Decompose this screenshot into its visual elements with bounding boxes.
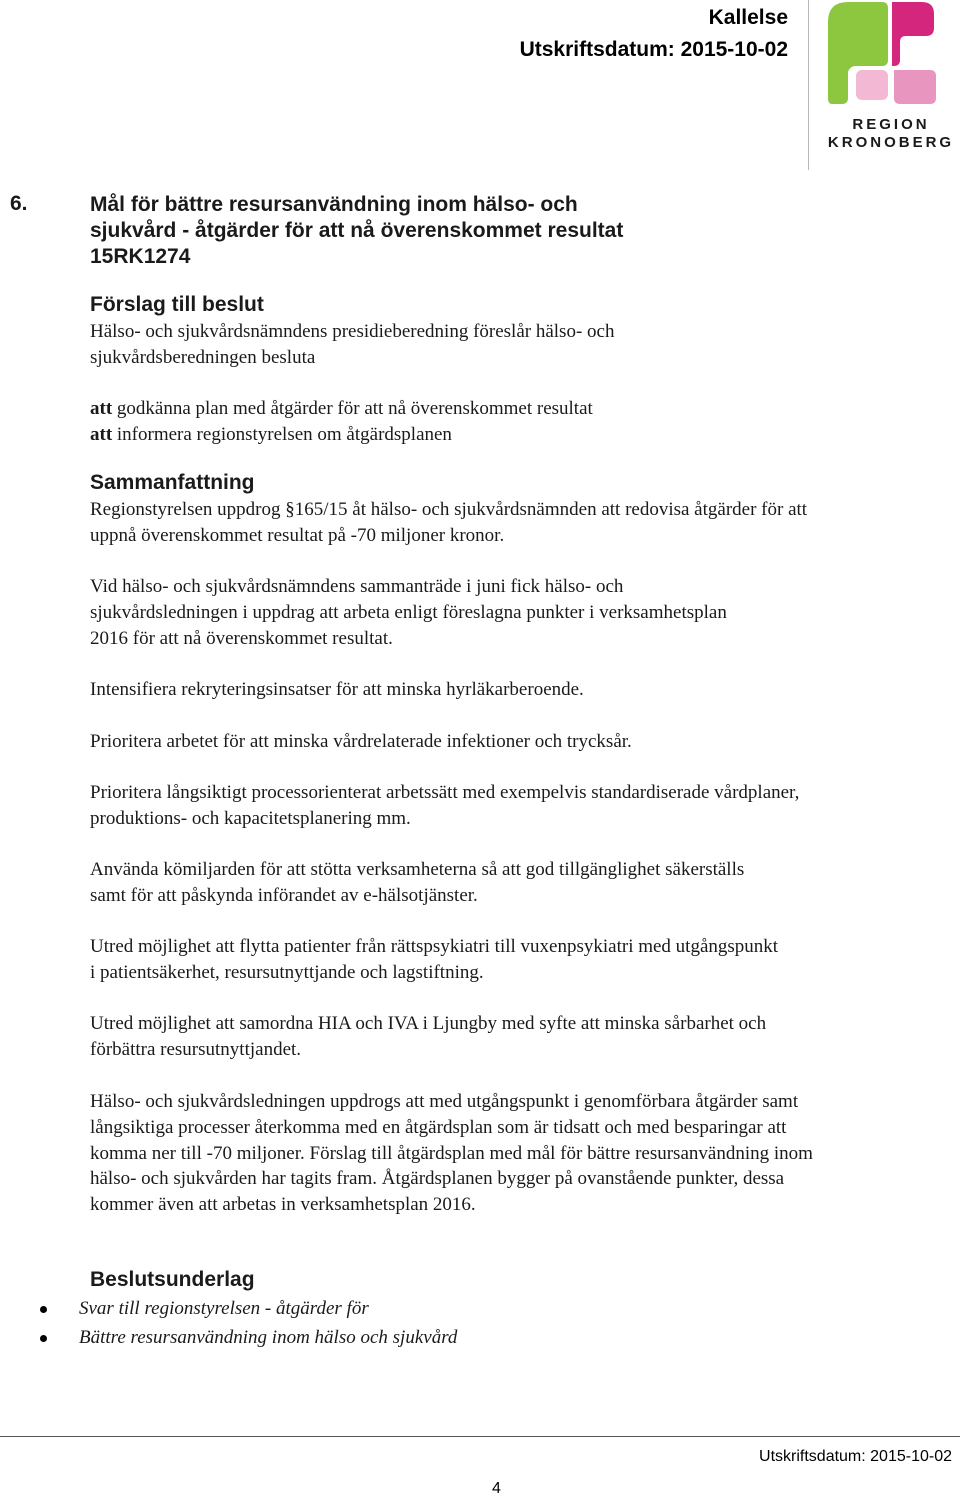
logo-text-kronoberg: KRONOBERG [827, 134, 955, 151]
logo-pink-dot [856, 70, 888, 100]
header-divider [808, 0, 809, 170]
footer-divider [0, 1436, 960, 1437]
summary-paragraph: Intensifiera rekryteringsinsatser för att minska hyrläkarberoende. [90, 679, 584, 700]
beslutsunderlag-heading: Beslutsunderlag [90, 1268, 255, 1291]
list-item-label: Bättre resursanvändning inom hälso och sjukvård [79, 1327, 458, 1348]
list-item [40, 1296, 369, 1322]
att-keyword: att [90, 398, 113, 419]
summary-paragraph: Använda kömiljarden för att stötta verksamheterna så att god tillgänglighet säkerställs samt för att påskynda införandet av e-hälsotjänster. [90, 859, 745, 906]
summary-paragraph: Regionstyrelsen uppdrog §165/15 åt hälso- och sjukvårdsnämnden att redovisa åtgärder för att uppnå överenskommet resultat på -70 miljoner kronor. [90, 499, 808, 546]
logo-magenta-shape [892, 2, 934, 66]
logo-text-region: REGION [852, 116, 930, 133]
page-number: 4 [492, 1480, 501, 1497]
document-type: Kallelse [708, 6, 788, 29]
summary-paragraph: Prioritera långsiktigt processorienterat arbetssätt med exempelvis standardiserade vårdplaner, produktions- och kapacitetsplanering mm. [90, 782, 800, 829]
att-keyword: att [90, 424, 113, 445]
summary-paragraph: Prioritera arbetet för att minska vårdrelaterade infektioner och trycksår. [90, 731, 632, 752]
list-item [40, 1325, 457, 1351]
summary-paragraph: Vid hälso- och sjukvårdsnämndens sammanträde i juni fick hälso- och sjukvårdsledningen i uppdrag att arbeta enligt föreslagna punkter i verksamhetsplan 2016 för att nå överenskommet resultat. [90, 576, 727, 649]
summary-paragraph: Utred möjlighet att samordna HIA och IVA i Ljungby med syfte att minska sårbarhet och förbättra resursutnyttjandet. [90, 1013, 767, 1060]
bullet-icon [40, 1306, 47, 1313]
section-number: 6. [10, 192, 28, 215]
forslag-att-2 [90, 422, 830, 448]
logo-pink-shape [894, 70, 936, 104]
sammanfattning-heading: Sammanfattning [90, 471, 255, 494]
summary-paragraph: Hälso- och sjukvårdsledningen uppdrogs att med utgångspunkt i genomförbara åtgärder samt långsiktiga processer återkomma med en åtgärdsplan som är tidsatt och med besparingar att komma ner till -70 miljoner. Förslag till åtgärdsplan med mål för bättre resursanvändning inom hälso- och sjukvården har tagits fram. Åtgärdsplanen bygger på ovanstående punkter, dessa kommer även att arbetas in verksamhetsplan 2016. [90, 1091, 813, 1216]
summary-paragraph: Utred möjlighet att flytta patienter från rättspsykiatri till vuxenpsykiatri med utgångspunkt i patientsäkerhet, resursutnyttjande och lagstiftning. [90, 936, 779, 983]
section-title: Mål för bättre resursanvändning inom hälso- och sjukvård - åtgärder för att nå överenskommet resultat 15RK1274 [90, 193, 624, 268]
att-text: informera regionstyrelsen om åtgärdsplanen [112, 424, 452, 445]
footer-print-date: Utskriftsdatum: 2015-10-02 [759, 1448, 952, 1465]
list-item-label: Svar till regionstyrelsen - åtgärder för [79, 1298, 369, 1319]
bullet-icon [40, 1335, 47, 1342]
att-text: godkänna plan med åtgärder för att nå överenskommet resultat [112, 398, 593, 419]
print-date: Utskriftsdatum: 2015-10-02 [519, 38, 788, 61]
forslag-intro: Hälso- och sjukvårdsnämndens presidieberedning föreslår hälso- och sjukvårdsberedningen besluta [90, 321, 615, 368]
forslag-att-1 [90, 396, 830, 422]
forslag-heading: Förslag till beslut [90, 293, 264, 316]
